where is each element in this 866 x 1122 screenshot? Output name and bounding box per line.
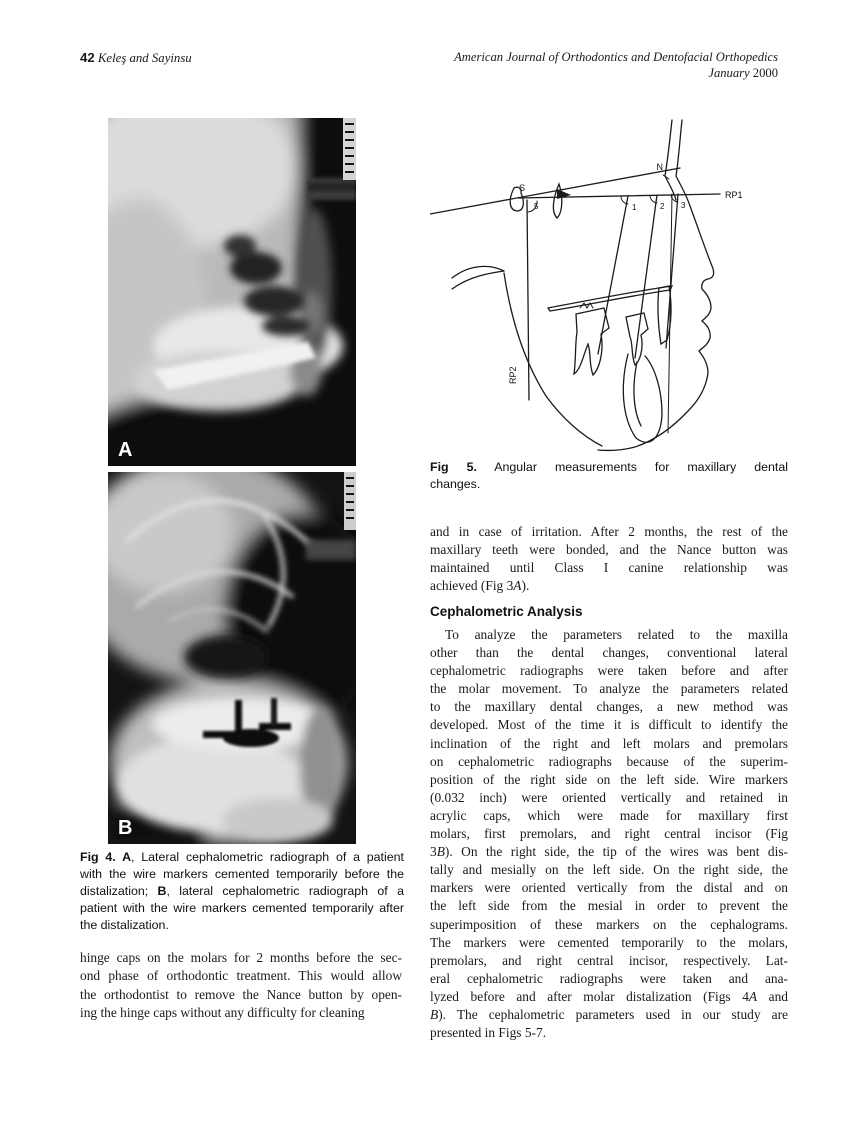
text-line: changes. bbox=[430, 477, 481, 491]
text-line: developed. Most of the time it is difficult to identify the bbox=[430, 717, 788, 733]
text-line: to the maxillary dental changes, a new method was bbox=[430, 699, 788, 715]
right-column-paragraph-1 bbox=[430, 523, 788, 595]
text-line: (0.032 inch) were oriented vertically and retained in bbox=[430, 789, 788, 805]
xray-b-image bbox=[108, 472, 356, 844]
left-column-paragraph bbox=[80, 949, 402, 1023]
header-journal-title bbox=[358, 50, 778, 81]
text-line: Fig 4. A, Lateral cephalometric radiograph of a patient bbox=[80, 850, 404, 864]
label-angle-2: 2 bbox=[660, 202, 665, 211]
text-line: maintained until Class I canine relationship was bbox=[430, 560, 788, 576]
text-line: eral cephalometric radiographs were taken and ana- bbox=[430, 970, 788, 986]
text-line: on cephalometric radiographs because of the superim- bbox=[430, 753, 788, 769]
text-line: and in case of irritation. After 2 months, the rest of the bbox=[430, 524, 788, 539]
text-line: The markers were cemented temporarily to the molars, bbox=[430, 934, 788, 950]
text-line: presented in Figs 5-7. bbox=[430, 1025, 547, 1041]
text-line: premolars, and right central incisor, respectively. Lat- bbox=[430, 952, 788, 968]
text-line: lyzed before and after molar distalization (Figs 4A and bbox=[430, 988, 788, 1004]
text-line: To analyze the parameters related to the maxilla bbox=[445, 627, 788, 642]
text-line: patient with the wire markers cemented temporarily after bbox=[80, 901, 404, 915]
figure5-caption bbox=[430, 459, 788, 493]
text-line: markers were oriented vertically from the distal and on bbox=[430, 880, 788, 896]
text-line: achieved (Fig 3A). bbox=[430, 578, 530, 594]
text-line: other than the dental changes, conventional lateral bbox=[430, 645, 788, 661]
calibration-ruler bbox=[344, 472, 356, 530]
section-heading: Cephalometric Analysis bbox=[430, 604, 583, 619]
text-line: the distalization. bbox=[80, 918, 169, 932]
label-angle-3: 3 bbox=[681, 201, 686, 210]
text-line: position of the right side on the left side. Wire markers bbox=[430, 771, 788, 787]
label-rp2: RP2 bbox=[508, 366, 518, 384]
text-line: B). The cephalometric parameters used in our study are bbox=[430, 1006, 788, 1022]
xray-a-image bbox=[108, 118, 356, 466]
panel-b-label: B bbox=[118, 817, 133, 839]
label-angle-5: 5 bbox=[534, 202, 539, 211]
text-line: acrylic caps, which were made for maxillary first bbox=[430, 807, 788, 823]
text-line: American Journal of Orthodontics and Dentofacial Orthopedics bbox=[454, 50, 778, 64]
figure4-caption bbox=[80, 849, 404, 934]
text-line: ing the hinge caps without any difficulty for cleaning bbox=[80, 1005, 365, 1021]
calibration-ruler bbox=[343, 118, 356, 180]
right-column-paragraph-2 bbox=[430, 626, 788, 1042]
text-line: ond phase of orthodontic treatment. This would allow bbox=[80, 968, 402, 984]
label-sella: S bbox=[518, 183, 525, 193]
label-nasion: N bbox=[656, 162, 663, 172]
text-line: cephalometric radiographs were taken before and after bbox=[430, 663, 788, 679]
text-line: hinge caps on the molars for 2 months before the sec- bbox=[80, 950, 402, 965]
text-line: 3B). On the right side, the tip of the wires was bent dis- bbox=[430, 844, 788, 860]
figure4-radiograph-a bbox=[108, 118, 356, 466]
text-line: January 2000 bbox=[708, 65, 778, 80]
text-line: 42 Keleş and Sayinsu bbox=[80, 50, 192, 65]
text-line: maxillary teeth were bonded, and the Nance button was bbox=[430, 542, 788, 558]
text-line: the molar movement. To analyze the parameters related bbox=[430, 681, 788, 697]
text-line: the left side from the mesial in order to prevent the bbox=[430, 898, 788, 914]
cephalometric-tracing bbox=[430, 118, 790, 452]
label-angle-1: 1 bbox=[632, 203, 637, 212]
label-rp1: RP1 bbox=[725, 190, 743, 200]
text-line: molars, first premolars, and right central incisor (Fig bbox=[430, 826, 788, 842]
panel-a-label: A bbox=[118, 439, 133, 461]
text-line: with the wire markers cemented temporarily before the bbox=[80, 867, 404, 881]
text-line: distalization; B, lateral cephalometric radiograph of a bbox=[80, 884, 404, 898]
figure4-radiograph-b bbox=[108, 472, 356, 844]
text-line: inclination of the right and left molars and premolars bbox=[430, 735, 788, 751]
text-line: superimposition of these markers on the cephalograms. bbox=[430, 916, 788, 932]
text-line: the orthodontist to remove the Nance button by open- bbox=[80, 986, 402, 1002]
text-line: tally and mesially on the left side. On the right side, the bbox=[430, 862, 788, 878]
figure5-diagram bbox=[430, 118, 790, 452]
text-line: Fig 5. Angular measurements for maxillary dental bbox=[430, 460, 788, 474]
